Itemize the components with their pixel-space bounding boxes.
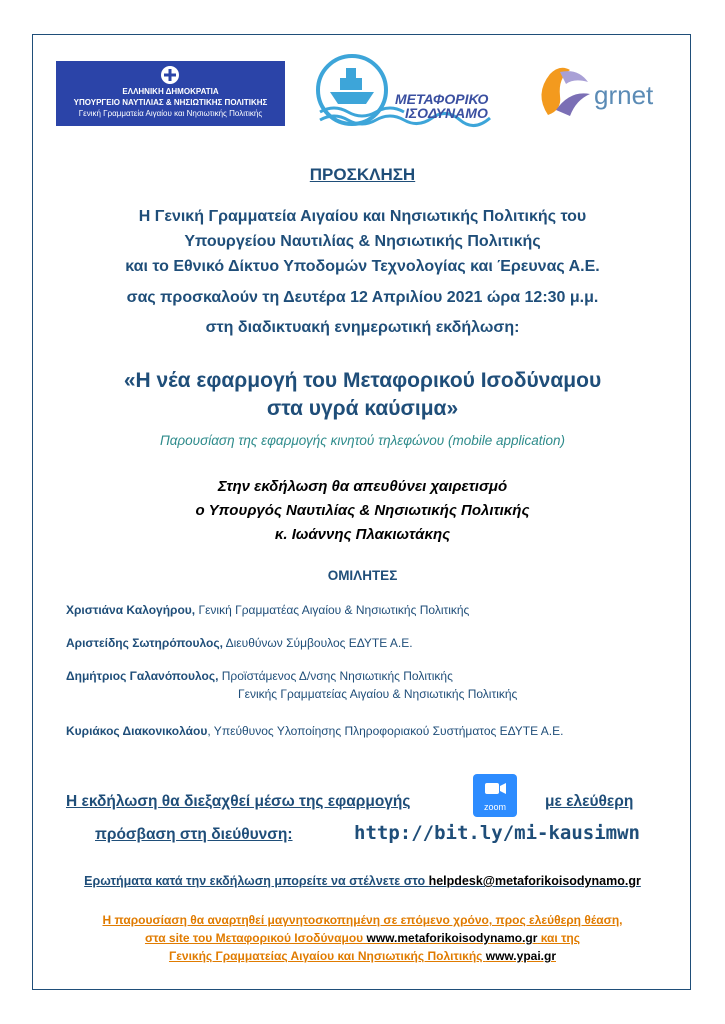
zoom-camera-icon: [473, 774, 517, 804]
intro-line-5: στη διαδικτυακή ενημερωτική εκδήλωση:: [205, 319, 520, 336]
questions-text: Ερωτήματα κατά την εκδήλωση μπορείτε να στέλνετε στο: [84, 874, 429, 888]
event-subtitle: Παρουσίαση της εφαρμογής κινητού τηλεφώνου (mobile application): [159, 433, 566, 448]
notice-line-3-text: Γενικής Γραμματείας Αιγαίου και Νησιωτικής Πολιτικής: [168, 949, 486, 963]
speaker-1: [66, 603, 469, 617]
notice-line-1: Η παρουσίαση θα αναρτηθεί μαγνητοσκοπημένη σε επόμενο χρόνο, προς ελεύθερη θέαση,: [102, 913, 623, 927]
intro-line-2: Υπουργείου Ναυτιλίας & Νησιωτικής Πολιτικής: [184, 233, 541, 250]
event-title-line-1: «Η νέα εφαρμογή του Μεταφορικού Ισοδύναμου: [123, 369, 602, 392]
mi-logo-line-1: ΜΕΤΑΦΟΡΙΚΟ: [395, 91, 489, 107]
access-line-1-right: με ελεύθερη: [545, 793, 634, 810]
access-line-1-left: Η εκδήλωση θα διεξαχθεί μέσω της εφαρμογής: [66, 793, 411, 810]
speakers-heading: ΟΜΙΛΗΤΕΣ: [327, 568, 398, 583]
zoom-icon[interactable]: [473, 774, 517, 817]
speaker-role: , Υπεύθυνος Υλοποίησης Πληροφοριακού Συστήματος ΕΔΥΤΕ Α.Ε.: [207, 724, 564, 738]
speaker-name: Δημήτριος Γαλανόπουλος,: [66, 669, 219, 683]
ministry-line-1: ΕΛΛΗΝΙΚΗ ΔΗΜΟΚΡΑΤΙΑ: [122, 87, 219, 96]
metaforiko-isodynamo-logo: [310, 52, 495, 134]
greeting-line-3: κ. Ιωάννης Πλακιωτάκης: [274, 526, 451, 543]
helpdesk-email-link[interactable]: helpdesk@metaforikoisodynamo.gr: [428, 874, 641, 888]
event-title-line-2: στα υγρά καύσιμα»: [266, 397, 459, 420]
speaker-role: Προϊστάμενος Δ/νσης Νησιωτικής Πολιτικής: [218, 669, 453, 683]
speaker-4: [66, 724, 563, 738]
mi-logo-line-2: ΙΣΟΔΥΝΑΜΟ: [405, 105, 488, 121]
speaker-name: Χριστιάνα Καλογήρου,: [66, 603, 196, 617]
intro-line-1: Η Γενική Γραμματεία Αιγαίου και Νησιωτικής Πολιτικής του: [138, 208, 587, 225]
speaker-3-role-line-2: Γενικής Γραμματείας Αιγαίου & Νησιωτικής Πολιτικής: [238, 687, 518, 701]
intro-line-3: και το Εθνικό Δίκτυο Υποδομών Τεχνολογίας και Έρευνας Α.Ε.: [125, 258, 600, 275]
speaker-role: Γενική Γραμματέας Αιγαίου & Νησιωτικής Πολιτικής: [195, 603, 470, 617]
notice-line-3: [40, 947, 685, 965]
event-url-link[interactable]: http://bit.ly/mi-kausimwn: [354, 822, 640, 844]
notice-line-2: [40, 929, 685, 947]
greeting-line-1: Στην εκδήλωση θα απευθύνει χαιρετισμό: [217, 478, 508, 495]
notice-line-2-tail: και της: [537, 931, 581, 945]
speaker-3: [66, 669, 453, 683]
access-line-2-left: πρόσβαση στη διεύθυνση:: [95, 826, 293, 843]
ypai-site-link[interactable]: www.ypai.gr: [485, 949, 556, 963]
speaker-name: Κυριάκος Διακονικολάου: [66, 724, 208, 738]
ministry-line-2: ΥΠΟΥΡΓΕΙΟ ΝΑΥΤΙΛΙΑΣ & ΝΗΣΙΩΤΙΚΗΣ ΠΟΛΙΤΙΚΗΣ: [73, 98, 268, 107]
page-title: ΠΡΟΣΚΛΗΣΗ: [309, 165, 416, 184]
ministry-line-3: Γενική Γραμματεία Αιγαίου και Νησιωτικής Πολιτικής: [78, 109, 263, 118]
greeting-line-2: ο Υπουργός Ναυτιλίας & Νησιωτικής Πολιτικής: [195, 502, 530, 519]
notice-line-2-text: στα site του Μεταφορικού Ισοδύναμου: [144, 931, 367, 945]
grnet-logo-text: grnet: [594, 80, 654, 110]
speaker-2: [66, 636, 413, 650]
ministry-logo: [56, 61, 285, 126]
greek-emblem-icon: [160, 65, 180, 85]
zoom-label: zoom: [483, 802, 506, 812]
metaforiko-site-link[interactable]: www.metaforikoisodynamo.gr: [366, 931, 538, 945]
speaker-name: Αριστείδης Σωτηρόπουλος,: [66, 636, 223, 650]
questions-line: [40, 874, 685, 888]
intro-line-4: σας προσκαλούν τη Δευτέρα 12 Απριλίου 2021 ώρα 12:30 μ.μ.: [126, 289, 599, 306]
grnet-logo: [530, 60, 680, 120]
speaker-role: Διευθύνων Σύμβουλος ΕΔΥΤΕ Α.Ε.: [222, 636, 413, 650]
